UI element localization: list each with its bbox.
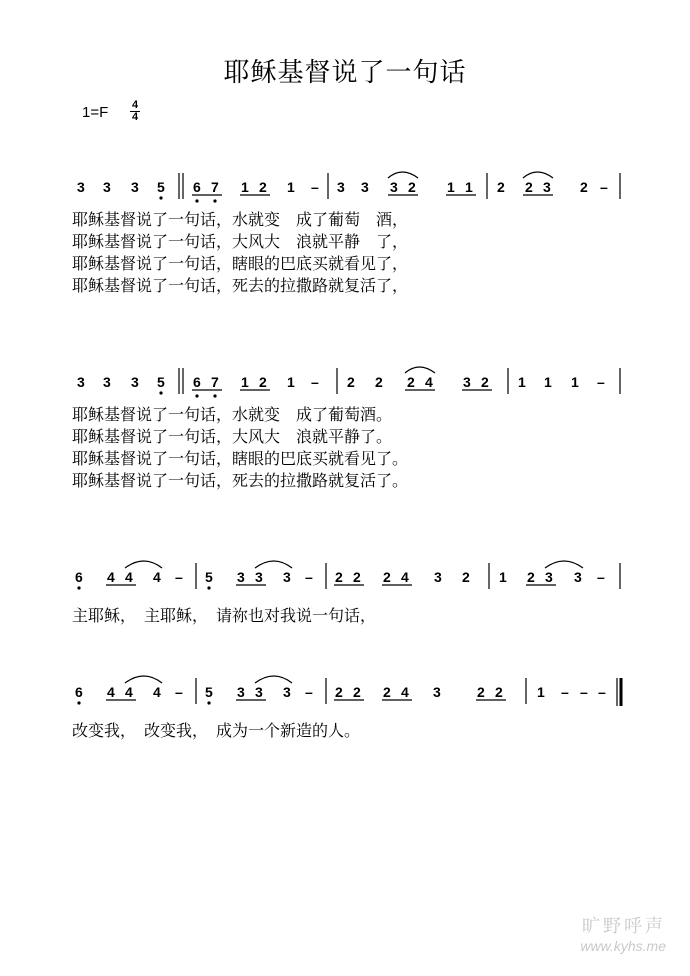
note: 3: [77, 374, 85, 390]
note: 2: [497, 179, 505, 195]
note: 3: [463, 374, 471, 390]
note: 2: [407, 374, 415, 390]
note: 2: [335, 684, 343, 700]
note: 5: [205, 684, 213, 700]
note: 5: [205, 569, 213, 585]
note: 1: [447, 179, 455, 195]
note: 4: [401, 684, 409, 700]
note: 6: [193, 374, 201, 390]
note: 3: [283, 684, 291, 700]
system-4: [75, 676, 621, 706]
note: –: [580, 684, 588, 700]
key-signature: 1=F: [82, 104, 109, 121]
lyric-line: 耶稣基督说了一句话，水就变 成了葡萄酒。: [72, 405, 393, 424]
note: 3: [237, 569, 245, 585]
note: 4: [425, 374, 433, 390]
note: 1: [287, 374, 295, 390]
lyric-line: 耶稣基督说了一句话，瞎眼的巴底买就看见了。: [72, 449, 409, 468]
meter-top: 4: [131, 99, 139, 111]
lyric-line: 耶稣基督说了一句话，大风大 浪就平静了。: [72, 427, 393, 446]
lyric-line: 耶稣基督说了一句话，死去的拉撒路就复活了。: [72, 471, 409, 490]
note: 2: [347, 374, 355, 390]
lyric-line: 主耶稣， 主耶稣， 请祢也对我说一句话，: [72, 606, 377, 625]
note: 4: [107, 684, 115, 700]
note: 3: [337, 179, 345, 195]
note: 2: [580, 179, 588, 195]
system-3: [75, 561, 620, 590]
note: 1: [571, 374, 579, 390]
note: –: [598, 684, 606, 700]
note: –: [305, 684, 313, 700]
note: 3: [255, 684, 263, 700]
note: 2: [481, 374, 489, 390]
system-2: [77, 367, 620, 398]
note: 5: [157, 374, 165, 390]
note: 1: [499, 569, 507, 585]
note: –: [305, 569, 313, 585]
note: 3: [131, 374, 139, 390]
note: 3: [283, 569, 291, 585]
note: 2: [383, 684, 391, 700]
note: 3: [237, 684, 245, 700]
watermark: [580, 912, 666, 954]
note: 3: [433, 684, 441, 700]
note: –: [311, 179, 319, 195]
note: 3: [255, 569, 263, 585]
note: 1: [518, 374, 526, 390]
lyric-line: 耶稣基督说了一句话，瞎眼的巴底买就看见了，: [72, 254, 409, 273]
note: 3: [390, 179, 398, 195]
note: 3: [361, 179, 369, 195]
note: 2: [259, 374, 267, 390]
system-1: [77, 172, 620, 203]
note: 2: [495, 684, 503, 700]
note: 4: [125, 684, 133, 700]
note: 2: [462, 569, 470, 585]
note: 3: [543, 179, 551, 195]
note: –: [175, 684, 183, 700]
lyric-line: 改变我， 改变我， 成为一个新造的人。: [72, 721, 361, 740]
note: 4: [153, 569, 161, 585]
note: 3: [574, 569, 582, 585]
note: 6: [75, 684, 83, 700]
note: 1: [287, 179, 295, 195]
note: 2: [353, 684, 361, 700]
note: 7: [211, 179, 219, 195]
lyric-line: 耶稣基督说了一句话，大风大 浪就平静 了，: [72, 232, 409, 251]
note: 3: [77, 179, 85, 195]
note: 1: [241, 179, 249, 195]
note: 2: [525, 179, 533, 195]
note: –: [561, 684, 569, 700]
note: 5: [157, 179, 165, 195]
note: 4: [401, 569, 409, 585]
song-title: 耶稣基督说了一句话: [223, 58, 467, 88]
note: 6: [75, 569, 83, 585]
note: 6: [193, 179, 201, 195]
note: –: [600, 179, 608, 195]
meter-bottom: 4: [131, 111, 139, 123]
lyric-line: 耶稣基督说了一句话，水就变 成了葡萄 酒，: [72, 210, 409, 229]
note: 3: [103, 374, 111, 390]
note: 4: [107, 569, 115, 585]
note: 2: [259, 179, 267, 195]
note: 2: [408, 179, 416, 195]
note: 2: [375, 374, 383, 390]
watermark-name: 旷野呼声: [582, 916, 666, 937]
note: 2: [335, 569, 343, 585]
note: –: [175, 569, 183, 585]
note: 2: [353, 569, 361, 585]
note: 2: [527, 569, 535, 585]
note: 3: [545, 569, 553, 585]
note: 3: [131, 179, 139, 195]
note: 3: [434, 569, 442, 585]
note: 1: [465, 179, 473, 195]
note: 2: [383, 569, 391, 585]
note: 4: [125, 569, 133, 585]
note: 1: [241, 374, 249, 390]
note: 3: [103, 179, 111, 195]
note: 4: [153, 684, 161, 700]
note: –: [597, 569, 605, 585]
note: 1: [537, 684, 545, 700]
note: –: [311, 374, 319, 390]
note: 2: [477, 684, 485, 700]
lyric-line: 耶稣基督说了一句话，死去的拉撒路就复活了，: [72, 276, 409, 295]
watermark-site: www.kyhs.me: [580, 938, 666, 954]
note: 1: [544, 374, 552, 390]
note: –: [597, 374, 605, 390]
note: 7: [211, 374, 219, 390]
